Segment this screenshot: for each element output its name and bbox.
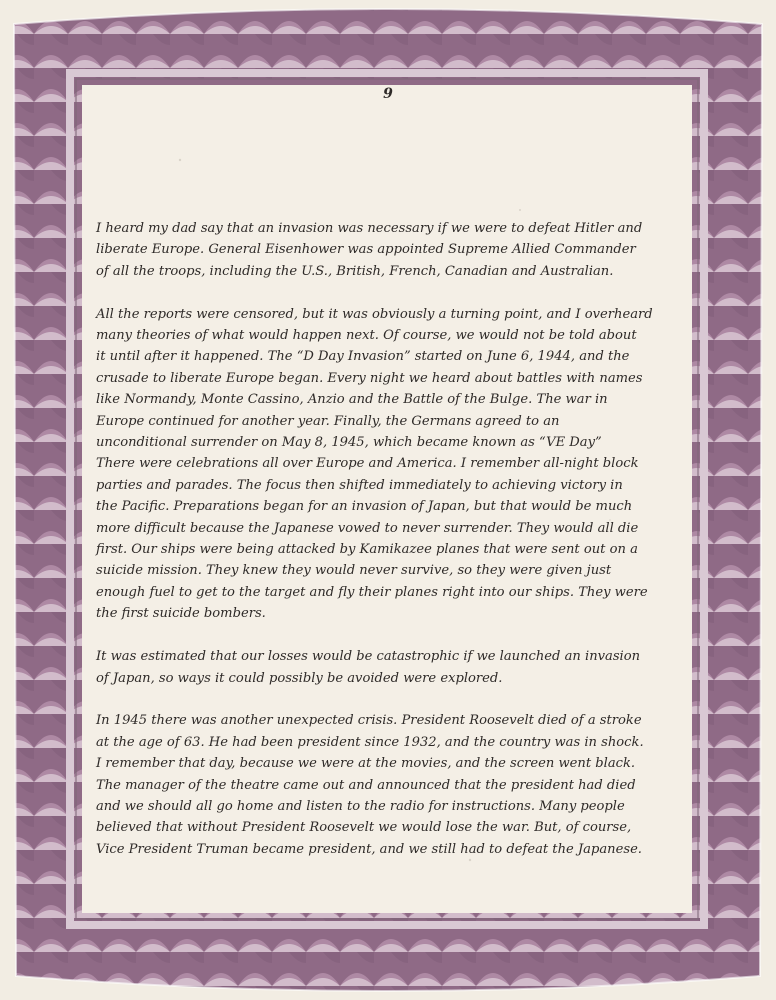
paragraph-gap bbox=[96, 689, 680, 710]
paragraph-1: I heard my dad say that an invasion was necessary if we were to defeat Hitler and liberate Europe. General Eisenhower was appointed Supreme Allied Commander of all the troops, including the U.S., British, French, Canadian and Australian. bbox=[96, 221, 643, 279]
paragraph-gap bbox=[96, 625, 680, 646]
paragraph-2: All the reports were censored, but it was obviously a turning point, and I overheard many theories of what would happen next. Of course, we would not be told about it until after it happened. The “D Day Invasion” started on June 6, 1944, and the crusade to liberate Europe began. Every night we heard about battles with names like Normandy, Monte Cassino, Anzio and the Battle of the Bulge. The war in Europe continued for another year. Finally, the Germans agreed to an unconditional surrender on May 8, 1945, which became known as “VE Day” There were celebrations all over Europe and America. I remember all-night block parties and parades. The focus then shifted immediately to achieving victory in the Pacific. Preparations began for an invasion of Japan, but that would be much more difficult because the Japanese vowed to never surrender. They would all die first. Our ships were being attacked by Kamikazee planes that were sent out on a suicide mission. They knew they would never survive, so they were given just enough fuel to get to the target and fly their planes right into our ships. They were the first suicide bombers. bbox=[96, 306, 653, 622]
paragraph-3: It was estimated that our losses would be catastrophic if we launched an invasion of Japan, so ways it could possibly be avoided were explored. bbox=[96, 649, 641, 686]
page-number: 9 bbox=[383, 86, 393, 102]
page-content bbox=[96, 84, 680, 914]
paragraph-4: In 1945 there was another unexpected crisis. President Roosevelt died of a stroke at the age of 63. He had been president since 1932, and the country was in shock. I remember that day, because we were at the movies, and the screen went black. The manager of the theatre came out and announced that the president had died and we should all go home and listen to the radio for instructions. Many people believed that without President Roosevelt we would lose the war. But, of course, Vice President Truman became president, and we still had to defeat the Japanese. bbox=[96, 713, 644, 857]
paragraph-gap bbox=[96, 282, 680, 303]
